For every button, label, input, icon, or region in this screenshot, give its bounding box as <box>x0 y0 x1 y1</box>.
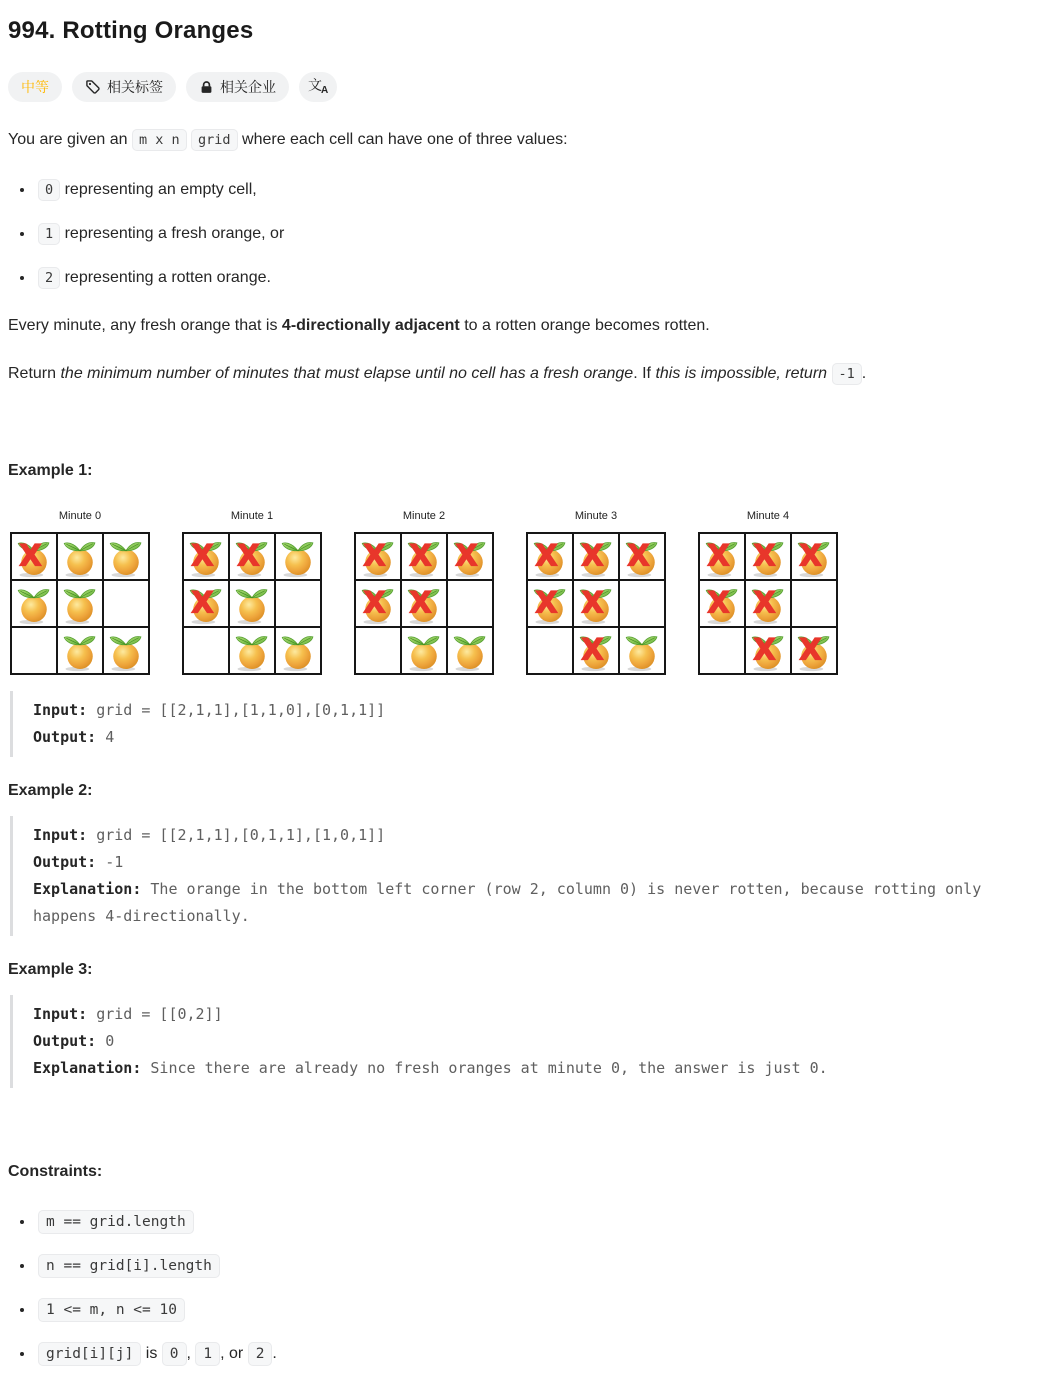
fresh-orange-cell <box>58 534 104 581</box>
example-1-figure <box>10 510 1040 675</box>
inline-code-chip: 2 <box>38 267 60 289</box>
fresh-orange-cell <box>402 628 448 675</box>
minute-label: Minute 0 <box>58 510 102 522</box>
minute-panel <box>526 510 666 675</box>
lock-icon <box>199 80 214 95</box>
rotten-x-mark: X <box>799 632 822 667</box>
rotten-orange-cell <box>528 534 574 581</box>
orange-grid <box>698 532 838 675</box>
example-1-code-block <box>10 691 1040 757</box>
empty-cell <box>12 628 58 675</box>
rotten-x-mark: X <box>627 538 650 573</box>
constraint-item <box>35 1209 1040 1235</box>
example-3-code-block <box>10 995 1040 1088</box>
example-3-heading: Example 3: <box>8 961 93 978</box>
code-line: Input: grid = [[2,1,1],[0,1,1],[1,0,1]] <box>33 826 386 844</box>
list-item-fresh-orange: • 1 representing a fresh orange, or <box>35 223 1040 244</box>
difficulty-badge[interactable]: 中等 <box>8 72 62 102</box>
empty-cell <box>620 581 666 628</box>
rotten-x-mark: X <box>799 538 822 573</box>
rotten-orange-cell <box>792 628 838 675</box>
minute-label: Minute 3 <box>574 510 618 522</box>
minute-label: Minute 1 <box>230 510 274 522</box>
rotten-orange-cell <box>230 534 276 581</box>
value-list <box>8 179 1040 288</box>
inline-code-chip: grid[i][j] <box>38 1342 141 1366</box>
code-line: Explanation: Since there are already no fresh oranges at minute 0, the answer is just 0. <box>33 1059 828 1077</box>
rotten-orange-cell <box>746 581 792 628</box>
example-2-heading: Example 2: <box>8 782 93 799</box>
minute-panel <box>10 510 150 675</box>
orange-grid <box>182 532 322 675</box>
rotten-x-mark: X <box>191 585 214 620</box>
problem-page <box>8 16 1040 1367</box>
list-item-rotten-orange: • 2 representing a rotten orange. <box>35 267 1040 288</box>
related-tags-button[interactable] <box>72 72 176 102</box>
rotten-x-mark: X <box>535 538 558 573</box>
code-line: Output: 0 <box>33 1032 115 1050</box>
inline-code-chip: 1 <box>195 1342 220 1366</box>
empty-cell <box>356 628 402 675</box>
rotten-orange-cell <box>356 581 402 628</box>
rotten-x-mark: X <box>455 538 478 573</box>
empty-cell <box>104 581 150 628</box>
fresh-orange-cell <box>104 628 150 675</box>
rotten-orange-cell <box>792 534 838 581</box>
empty-cell <box>792 581 838 628</box>
rotten-orange-cell <box>700 534 746 581</box>
rotten-x-mark: X <box>409 538 432 573</box>
code-line: Output: 4 <box>33 728 115 746</box>
fresh-orange-cell <box>620 628 666 675</box>
minute-panel <box>698 510 838 675</box>
translate-icon: 文$_A$ <box>308 77 329 96</box>
rotten-orange-cell <box>574 628 620 675</box>
rotten-x-mark: X <box>19 538 42 573</box>
rotten-orange-cell <box>402 581 448 628</box>
minute-label: Minute 2 <box>402 510 446 522</box>
inline-code-chip: 0 <box>38 179 60 201</box>
meta-pill-row <box>8 72 1040 102</box>
rotten-orange-cell <box>184 581 230 628</box>
fresh-orange-cell <box>230 581 276 628</box>
tag-icon <box>85 79 101 95</box>
rotten-x-mark: X <box>409 585 432 620</box>
rotten-x-mark: X <box>753 538 776 573</box>
fresh-orange-cell <box>12 581 58 628</box>
constraints-heading: Constraints: <box>8 1163 103 1180</box>
minute-label: Minute 4 <box>746 510 790 522</box>
rotten-orange-cell <box>356 534 402 581</box>
inline-code-chip: 1 <= m, n <= 10 <box>38 1298 185 1322</box>
rotten-orange-cell <box>448 534 494 581</box>
inline-code-chip: -1 <box>832 363 862 385</box>
rotten-orange-cell <box>402 534 448 581</box>
rotten-x-mark: X <box>753 585 776 620</box>
rotten-orange-cell <box>574 581 620 628</box>
rule-paragraph: Every minute, any fresh orange that is 4-directionally adjacent to a rotten orange becomes rotten. <box>8 317 710 334</box>
return-paragraph: Return the minimum number of minutes that must elapse until no cell has a fresh orange. If this is impossible, return -1 . <box>8 363 1040 384</box>
fresh-orange-cell <box>58 628 104 675</box>
rotten-orange-cell <box>528 581 574 628</box>
empty-cell <box>528 628 574 675</box>
empty-cell <box>700 628 746 675</box>
minute-panel <box>354 510 494 675</box>
translate-button[interactable] <box>299 72 337 102</box>
related-companies-button[interactable] <box>186 72 289 102</box>
page-title: 994. Rotting Oranges <box>8 17 254 44</box>
list-item-empty-cell: • 0 representing an empty cell, <box>35 179 1040 200</box>
related-companies-label: 相关企业 <box>220 79 276 95</box>
related-tags-label: 相关标签 <box>107 79 163 95</box>
inline-code-chip: m == grid.length <box>38 1210 194 1234</box>
fresh-orange-cell <box>276 534 322 581</box>
rotten-x-mark: X <box>581 538 604 573</box>
constraint-item <box>35 1253 1040 1279</box>
example-1-heading: Example 1: <box>8 462 93 479</box>
rotten-x-mark: X <box>363 538 386 573</box>
rotten-x-mark: X <box>707 538 730 573</box>
rotten-orange-cell <box>746 534 792 581</box>
intro-paragraph: You are given an m x n grid where each cell can have one of three values: <box>8 129 1040 150</box>
rotten-orange-cell <box>12 534 58 581</box>
code-line: Input: grid = [[0,2]] <box>33 1005 223 1023</box>
fresh-orange-cell <box>230 628 276 675</box>
orange-grid <box>354 532 494 675</box>
minute-panel <box>182 510 322 675</box>
rotten-orange-cell <box>574 534 620 581</box>
empty-cell <box>276 581 322 628</box>
inline-code-chip: grid <box>191 129 238 151</box>
example-2-code-block <box>10 816 1040 936</box>
inline-code-chip: n == grid[i].length <box>38 1254 220 1278</box>
empty-cell <box>184 628 230 675</box>
inline-code-chip: m x n <box>132 129 187 151</box>
inline-code-chip: 0 <box>162 1342 187 1366</box>
rotten-x-mark: X <box>707 585 730 620</box>
rotten-orange-cell <box>620 534 666 581</box>
code-line: Output: -1 <box>33 853 124 871</box>
fresh-orange-cell <box>448 628 494 675</box>
fresh-orange-cell <box>104 534 150 581</box>
fresh-orange-cell <box>276 628 322 675</box>
rotten-x-mark: X <box>581 585 604 620</box>
empty-cell <box>448 581 494 628</box>
rotten-x-mark: X <box>753 632 776 667</box>
rotten-orange-cell <box>700 581 746 628</box>
constraints-list <box>8 1209 1040 1367</box>
rotten-orange-cell <box>746 628 792 675</box>
code-line: Explanation: The orange in the bottom left corner (row 2, column 0) is never rotten, because rotting only happens 4-directionally. <box>33 880 991 925</box>
inline-code-chip: 2 <box>248 1342 273 1366</box>
orange-grid <box>10 532 150 675</box>
constraint-item: • grid[i][j] is 0 , 1 , or 2 . <box>35 1341 1040 1367</box>
rotten-x-mark: X <box>237 538 260 573</box>
inline-code-chip: 1 <box>38 223 60 245</box>
rotten-orange-cell <box>184 534 230 581</box>
rotten-x-mark: X <box>581 632 604 667</box>
rotten-x-mark: X <box>535 585 558 620</box>
constraint-item <box>35 1297 1040 1323</box>
code-line: Input: grid = [[2,1,1],[1,1,0],[0,1,1]] <box>33 701 386 719</box>
rotten-x-mark: X <box>191 538 214 573</box>
fresh-orange-cell <box>58 581 104 628</box>
orange-grid <box>526 532 666 675</box>
rotten-x-mark: X <box>363 585 386 620</box>
